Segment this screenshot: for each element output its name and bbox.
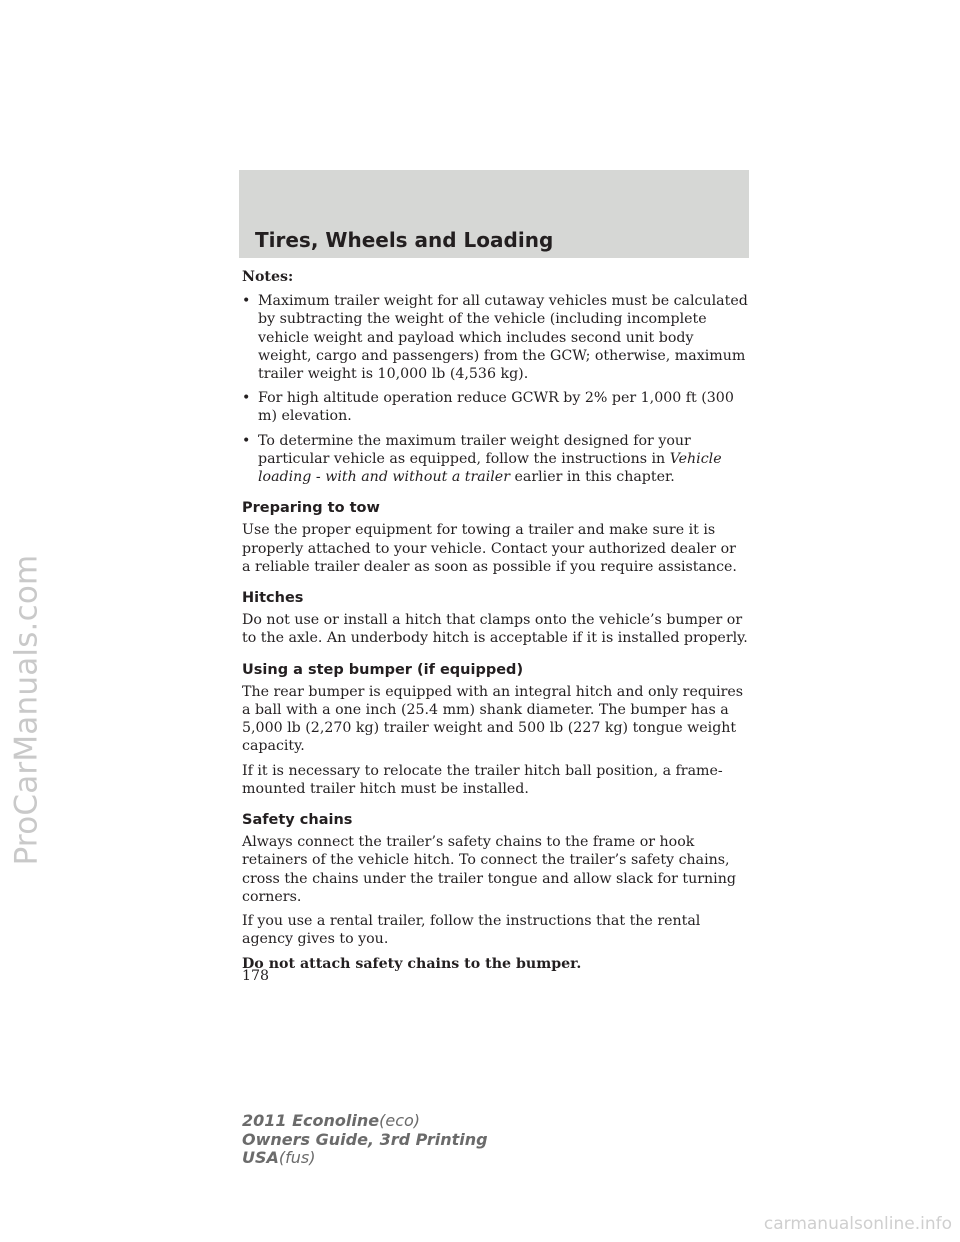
section-title: Tires, Wheels and Loading xyxy=(255,228,554,252)
note-item-text: Maximum trailer weight for all cutaway vehicles must be calculated by subtracting the weight of the vehicle (including incomplete vehicle weight and payload which includes second unit body weight, cargo and passengers) from the GCW; otherwise, maximum trailer weight is 10,000 lb (4,536 kg). xyxy=(258,293,748,383)
paragraph-step-bumper-1: The rear bumper is equipped with an integral hitch and only requires a ball with a one inch (25.4 mm) shank diameter. The bumper has a 5,000 lb (2,270 kg) trailer weight and 500 lb (227 kg) tongue weight capacity. xyxy=(242,683,744,755)
footer-region-code: (fus) xyxy=(278,1148,316,1167)
heading-hitches: Hitches xyxy=(242,590,304,607)
document-footer xyxy=(242,1112,488,1168)
paragraph-preparing: Use the proper equipment for towing a trailer and make sure it is properly attached to your vehicle. Contact your authorized dealer or a reliable trailer dealer as soon as possible if you require assistance. xyxy=(242,522,737,575)
footer-line-1 xyxy=(242,1112,488,1131)
section-header-band xyxy=(239,170,749,258)
heading-preparing-to-tow: Preparing to tow xyxy=(242,500,380,517)
note-item-1 xyxy=(242,292,748,383)
heading-step-bumper: Using a step bumper (if equipped) xyxy=(242,661,524,678)
note-item-3 xyxy=(242,432,748,487)
watermark-carmanualsonline: carmanualsonline.info xyxy=(763,1214,952,1234)
footer-region: USA xyxy=(242,1148,279,1167)
paragraph-hitches: Do not use or install a hitch that clamps onto the vehicle’s bumper or to the axle. An underbody hitch is acceptable if it is installed properly. xyxy=(242,612,748,647)
footer-line-2 xyxy=(242,1131,488,1150)
bullet-icon: • xyxy=(242,293,251,310)
paragraph-safety-chains-2: If you use a rental trailer, follow the instructions that the rental agency gives to you. xyxy=(242,913,701,948)
footer-line-3 xyxy=(242,1149,488,1168)
footer-model-code: (eco) xyxy=(379,1111,421,1130)
watermark-side-text: ProCarManuals.com xyxy=(8,554,45,866)
note-item-text: To determine the maximum trailer weight designed for your particular vehicle as equipped, follow the instructions in xyxy=(258,432,691,467)
page-content xyxy=(242,268,748,979)
footer-printing: Owners Guide, 3rd Printing xyxy=(242,1129,488,1149)
notes-label: Notes: xyxy=(242,269,294,285)
paragraph-safety-chains-1: Always connect the trailer’s safety chains to the frame or hook retainers of the vehicle hitch. To connect the trailer’s safety chains, cross the chains under the trailer tongue and allow slack for turning corners. xyxy=(242,834,736,905)
note-item-text: earlier in this chapter. xyxy=(509,469,675,486)
heading-safety-chains: Safety chains xyxy=(242,812,353,829)
bullet-icon: • xyxy=(242,390,251,407)
watermark-procarmanuals xyxy=(4,510,48,910)
paragraph-step-bumper-2: If it is necessary to relocate the trailer hitch ball position, a frame-mounted trailer hitch must be installed. xyxy=(242,762,723,797)
safety-chains-warning: Do not attach safety chains to the bumper. xyxy=(242,955,582,972)
cross-reference-link: Vehicle loading - with and without a trailer xyxy=(258,450,722,486)
note-item-2 xyxy=(242,389,748,425)
footer-model: 2011 Econoline xyxy=(242,1111,380,1130)
page-number: 178 xyxy=(242,968,270,984)
note-item-text: For high altitude operation reduce GCWR by 2% per 1,000 ft (300 m) elevation. xyxy=(258,390,734,425)
bullet-icon: • xyxy=(242,432,251,449)
